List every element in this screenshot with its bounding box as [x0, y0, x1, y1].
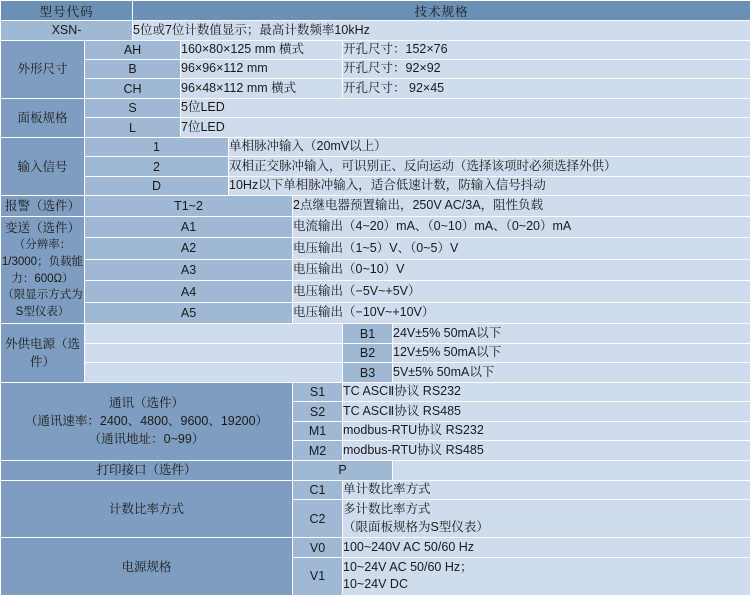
table-row [1, 196, 750, 216]
table-row [1, 137, 750, 156]
table-row [1, 302, 750, 324]
power-supply-spacer-b2 [85, 343, 343, 362]
table-row [1, 98, 750, 117]
table-row [1, 281, 750, 303]
power-supply-code-b2: B2 [343, 343, 393, 362]
table-row [1, 538, 750, 557]
ratio-desc-c2-line2: （限面板规格为S型仪表） [343, 519, 489, 534]
table-row [1, 176, 750, 195]
power-code-v0: V0 [293, 538, 343, 557]
comm-desc-s1: TC ASCⅡ协议 RS232 [343, 382, 750, 401]
transmit-label-line2: （分辨率：1/3000；负载能力：600Ω） [1, 239, 84, 285]
table-header-row [1, 1, 750, 21]
power-supply-code-b1: B1 [343, 324, 393, 343]
printer-desc [393, 460, 750, 480]
power-desc-v1-line1: 10~24V AC 50/60 Hz； [343, 559, 473, 574]
comm-desc-m2: modbus-RTU协议 RS485 [343, 441, 750, 460]
input-desc-1: 单相脉冲输入（20mV以上） [229, 137, 750, 156]
comm-label-line1: 通讯（选件） [109, 396, 185, 411]
transmit-desc-a5: 电压输出（−10V~+10V） [293, 302, 750, 324]
alarm-code: T1~2 [85, 196, 293, 216]
comm-code-s2: S2 [293, 402, 343, 421]
power-supply-desc-b3: 5V±5% 50mA以下 [393, 363, 750, 382]
transmit-code-a4: A4 [85, 281, 293, 303]
power-supply-desc-b1: 24V±5% 50mA以下 [393, 324, 750, 343]
comm-label-line2: （通讯速率：2400、4800、9600、19200） [24, 414, 269, 429]
dimension-code-b: B [85, 59, 181, 78]
comm-label-line3: （通讯地址：0~99） [88, 432, 205, 447]
table-row [1, 118, 750, 137]
row-label-power: 电源规格 [1, 538, 293, 596]
input-desc-d: 10Hz以下单相脉冲输入，适合低速计数，防输入信号抖动 [229, 176, 750, 195]
dimension-size-ch: 96×48×112 mm 横式 [181, 79, 343, 98]
input-code-2: 2 [85, 157, 229, 176]
power-supply-code-b3: B3 [343, 363, 393, 382]
dimension-cut-b: 开孔尺寸：92×92 [343, 59, 750, 78]
power-supply-spacer-b1 [85, 324, 343, 343]
header-tech-spec: 技术规格 [133, 1, 750, 21]
power-desc-v0: 100~240V AC 50/60 Hz [343, 538, 750, 557]
input-desc-2: 双相正交脉冲输入，可识别正、反向运动（选择该项时必须选择外供） [229, 157, 750, 176]
power-supply-spacer-b3 [85, 363, 343, 382]
alarm-desc: 2点继电器预置输出，250V AC/3A，阻性负载 [293, 196, 750, 216]
model-desc: 5位或7位计数值显示；最高计数频率10kHz [133, 21, 750, 40]
input-code-d: D [85, 176, 229, 195]
table-row [1, 216, 750, 238]
row-label-input: 输入信号 [1, 137, 85, 195]
table-row [1, 259, 750, 281]
row-label-dimensions: 外形尺寸 [1, 40, 85, 98]
panel-desc-l: 7位LED [181, 118, 750, 137]
transmit-desc-a3: 电压输出（0~10）V [293, 259, 750, 281]
ratio-desc-c2 [343, 500, 750, 538]
panel-desc-s: 5位LED [181, 98, 750, 117]
ratio-code-c2: C2 [293, 500, 343, 538]
header-model-code: 型号代码 [1, 1, 133, 21]
row-label-panel: 面板规格 [1, 98, 85, 137]
model-code: XSN- [1, 21, 133, 40]
comm-desc-m1: modbus-RTU协议 RS232 [343, 421, 750, 440]
table-row [1, 59, 750, 78]
row-label-comm [1, 382, 293, 460]
comm-code-m2: M2 [293, 441, 343, 460]
dimension-code-ch: CH [85, 79, 181, 98]
table-row [1, 343, 750, 362]
power-desc-v1 [343, 557, 750, 595]
transmit-desc-a1: 电流输出（4~20）mA、（0~10）mA、（0~20）mA [293, 216, 750, 238]
transmit-code-a5: A5 [85, 302, 293, 324]
row-label-power-supply: 外供电源（选件） [1, 324, 85, 382]
table-row [1, 79, 750, 98]
ratio-desc-c2-line1: 多计数比率方式 [343, 502, 431, 517]
dimension-cut-ah: 开孔尺寸：152×76 [343, 40, 750, 59]
table-row [1, 21, 750, 40]
transmit-label-line3: （限显示方式为S型仪表） [2, 289, 83, 319]
dimension-size-b: 96×96×112 mm [181, 59, 343, 78]
panel-code-s: S [85, 98, 181, 117]
table-row [1, 238, 750, 260]
comm-desc-s2: TC ASCⅡ协议 RS485 [343, 402, 750, 421]
dimension-size-ah: 160×80×125 mm 横式 [181, 40, 343, 59]
transmit-code-a3: A3 [85, 259, 293, 281]
dimension-cut-ch: 开孔尺寸： 92×45 [343, 79, 750, 98]
transmit-code-a2: A2 [85, 238, 293, 260]
row-label-ratio: 计数比率方式 [1, 481, 293, 538]
transmit-desc-a2: 电压输出（1~5）V、（0~5）V [293, 238, 750, 260]
input-code-1: 1 [85, 137, 229, 156]
transmit-label-line1: 变送（选件） [4, 221, 80, 236]
table-row [1, 481, 750, 500]
table-row [1, 363, 750, 382]
table-row [1, 460, 750, 480]
printer-code: P [293, 460, 393, 480]
transmit-desc-a4: 电压输出（−5V~+5V） [293, 281, 750, 303]
transmit-code-a1: A1 [85, 216, 293, 238]
power-code-v1: V1 [293, 557, 343, 595]
power-supply-desc-b2: 12V±5% 50mA以下 [393, 343, 750, 362]
comm-code-s1: S1 [293, 382, 343, 401]
table-row [1, 382, 750, 401]
panel-code-l: L [85, 118, 181, 137]
table-row [1, 40, 750, 59]
row-label-printer: 打印接口（选件） [1, 460, 293, 480]
dimension-code-ah: AH [85, 40, 181, 59]
table-row [1, 157, 750, 176]
power-desc-v1-line2: 10~24V DC [343, 577, 408, 592]
row-label-transmit [1, 216, 85, 324]
row-label-alarm: 报警（选件） [1, 196, 85, 216]
ratio-desc-c1: 单计数比率方式 [343, 481, 750, 500]
table-row [1, 324, 750, 343]
comm-code-m1: M1 [293, 421, 343, 440]
ratio-code-c1: C1 [293, 481, 343, 500]
